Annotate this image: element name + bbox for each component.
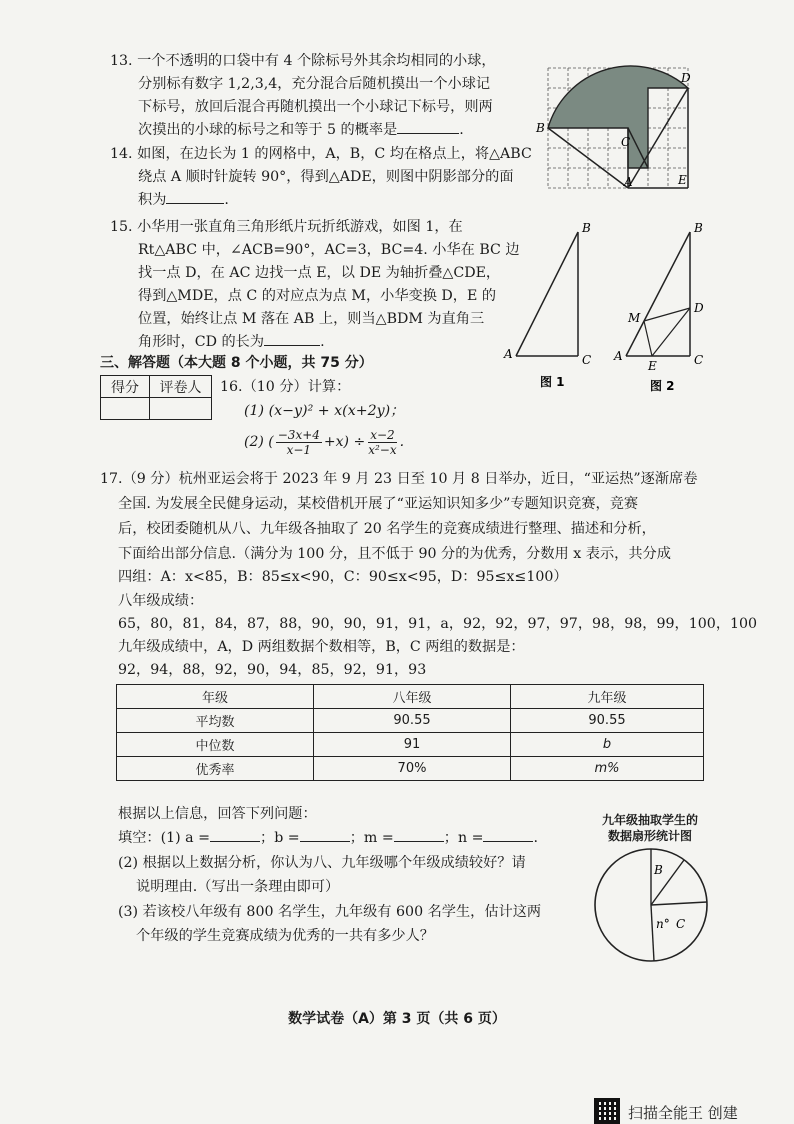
q14-line3-text: 积为	[138, 192, 167, 208]
pie-title	[586, 812, 714, 844]
fill-m-label: ；m =	[349, 830, 394, 846]
fig2-caption: 图 2	[650, 379, 675, 393]
q16-heading: 16.（10 分）计算：	[220, 379, 351, 395]
fill-n-blank[interactable]	[483, 827, 533, 842]
fill-end: .	[533, 830, 538, 846]
fig1-triangle	[516, 232, 578, 356]
stats-median-grade8: 91	[314, 733, 511, 757]
q16-part2-open: (2) (	[244, 434, 274, 450]
fig1-caption: 图 1	[540, 375, 565, 389]
pie-divider-c	[651, 902, 707, 905]
fill-b-label: ；b =	[260, 830, 300, 846]
scanner-watermark: 扫描全能王 创建	[628, 1104, 738, 1122]
q17-part3-line1: (3) 若该校八年级有 800 名学生，九年级有 600 名学生，估计这两	[118, 904, 542, 920]
q15-figure-1	[500, 218, 600, 398]
stats-mean-label: 平均数	[117, 709, 314, 733]
q13-line4: 次摸出的小球的标号之和等于 5 的概率是 .	[138, 119, 464, 141]
pie-label-c: C	[676, 917, 686, 931]
fill-a-label: 填空：(1) a =	[118, 830, 211, 846]
q17-answer-lead: 根据以上信息，回答下列问题：	[118, 806, 317, 822]
pie-divider-bottom	[651, 905, 654, 961]
grader-score-cell[interactable]	[101, 398, 150, 420]
q16-fraction-2	[368, 428, 396, 457]
q13-line1: 13. 一个不透明的口袋中有 4 个除标号外其余均相同的小球，	[110, 53, 496, 69]
fig2-point-a-label: A	[614, 349, 623, 363]
fig2-fold-lines	[644, 308, 690, 356]
grader-score-header: 得分	[101, 376, 150, 398]
q17-line5: 四组：A：x<85，B：85≤x<90，C：90≤x<95，D：95≤x≤100）	[118, 569, 568, 585]
pie-chart	[592, 846, 710, 964]
pie-label-b: B	[654, 863, 663, 877]
stats-median-grade9: b	[511, 733, 704, 757]
fig1-point-a-label: A	[504, 347, 513, 361]
fig2-point-e-label: E	[648, 359, 657, 373]
point-d-label: D	[681, 71, 691, 85]
q16-fraction-2-numerator: x−2	[370, 427, 395, 442]
q15-line2: Rt△ABC 中，∠ACB=90°，AC=3，BC=4. 小华在 BC 边	[138, 242, 520, 258]
q15-line1: 15. 小华用一张直角三角形纸片玩折纸游戏，如图 1，在	[110, 219, 463, 235]
q17-line2: 全国. 为发展全民健身运动，某校借机开展了“亚运知识知多少”专题知识竞赛，竞赛	[118, 496, 639, 512]
fill-n-label: ；n =	[443, 830, 484, 846]
shaded-region	[548, 66, 688, 168]
grade9-description: 九年级成绩中，A，D 两组数据个数相等，B，C 两组的数据是：	[118, 639, 525, 655]
stats-header-grade8: 八年级	[314, 685, 511, 709]
q15-line6-text: 角形时，CD 的长为	[138, 334, 265, 350]
fig2-point-b-label: B	[694, 221, 703, 235]
section-3-title: 三、解答题（本大题 8 个小题，共 75 分）	[100, 355, 373, 371]
point-c-label: C	[621, 135, 631, 149]
grader-table	[100, 375, 212, 420]
q15-figure-2	[608, 218, 718, 398]
q16-fraction-1-numerator: −3x+4	[277, 427, 320, 442]
point-e-label: E	[678, 173, 687, 187]
q16-fraction-2-denominator: x²−x	[368, 442, 397, 457]
fig2-point-d-label: D	[694, 301, 704, 315]
page-footer: 数学试卷（A）第 3 页（共 6 页）	[288, 1011, 506, 1027]
q13-line4-text: 次摸出的小球的标号之和等于 5 的概率是	[138, 122, 398, 138]
stats-mean-grade9: 90.55	[511, 709, 704, 733]
stats-median-label: 中位数	[117, 733, 314, 757]
q16-fraction-1-denominator: x−1	[286, 442, 312, 457]
stats-table-header-row	[117, 685, 704, 709]
q16-part2-mid: +x) ÷	[323, 434, 366, 450]
fig2-triangle	[626, 232, 690, 356]
q15-line3: 找一点 D，在 AC 边找一点 E，以 DE 为轴折叠△CDE，	[138, 265, 501, 281]
q17-part3-line2: 个年级的学生竞赛成绩为优秀的一共有多少人？	[136, 928, 434, 944]
q15-line5: 位置，始终让点 M 落在 AB 上，则当△BDM 为直角三	[138, 311, 485, 327]
fill-b-blank[interactable]	[300, 827, 350, 842]
q14-line2: 绕点 A 顺时针旋转 90°，得到△ADE，则图中阴影部分的面	[138, 169, 514, 185]
grade8-scores: 65，80，81，84，87，88，90，90，91，91，a，92，92，97，97，98，98，99，100，100	[118, 616, 758, 632]
q14-line3: 积为 .	[138, 189, 229, 211]
stats-mean-grade8: 90.55	[314, 709, 511, 733]
q13-line3: 下标号，放回后混合再随机摸出一个小球记下标号，则两	[138, 99, 493, 115]
grader-reviewer-cell[interactable]	[150, 398, 212, 420]
grader-reviewer-header: 评卷人	[150, 376, 212, 398]
q16-fraction-1	[276, 428, 322, 457]
q17-line3: 后，校团委随机从八、九年级各抽取了 20 名学生的竞赛成绩进行整理、描述和分析，	[118, 521, 656, 537]
q17-fill-line	[118, 827, 538, 849]
stats-row-median	[117, 733, 704, 757]
stats-header-grade: 年级	[117, 685, 314, 709]
q14-line1: 14. 如图，在边长为 1 的网格中，A，B，C 均在格点上，将△ABC	[110, 146, 532, 162]
stats-excellent-grade8: 70%	[314, 757, 511, 781]
grade9-scores: 92，94，88，92，90，94，85，92，91，93	[118, 662, 427, 678]
fill-a-blank[interactable]	[210, 827, 260, 842]
fig1-point-b-label: B	[582, 221, 591, 235]
q16-part2	[244, 422, 404, 462]
q14-grid-figure	[534, 60, 710, 196]
q15-answer-blank[interactable]	[264, 331, 320, 346]
grade8-label: 八年级成绩：	[118, 593, 204, 609]
q13-answer-blank[interactable]	[397, 119, 459, 134]
stats-header-grade9: 九年级	[511, 685, 704, 709]
q17-line4: 下面给出部分信息.（满分为 100 分，且不低于 90 分的为优秀，分数用 x 表示，共分成	[118, 546, 671, 562]
q15-line6: 角形时，CD 的长为 .	[138, 331, 325, 353]
stats-table	[116, 684, 704, 781]
pie-title-line2: 数据扇形统计图	[607, 829, 692, 843]
q17-part2-line1: (2) 根据以上数据分析，你认为八、九年级哪个年级成绩较好？请	[118, 855, 526, 871]
fig1-point-c-label: C	[582, 353, 592, 367]
stats-excellent-grade9: m%	[511, 757, 704, 781]
q16-part2-end: .	[399, 434, 405, 450]
point-a-label: A	[624, 175, 633, 189]
stats-row-excellent-rate	[117, 757, 704, 781]
fig2-point-c-label: C	[694, 353, 704, 367]
fill-m-blank[interactable]	[394, 827, 444, 842]
pie-label-n: n°	[656, 917, 670, 931]
q15-line4: 得到△MDE，点 C 的对应点为点 M，小华变换 D，E 的	[138, 288, 497, 304]
stats-excellent-label: 优秀率	[117, 757, 314, 781]
stats-row-mean	[117, 709, 704, 733]
q13-line2: 分别标有数字 1,2,3,4，充分混合后随机摸出一个小球记	[138, 76, 491, 92]
fig2-point-m-label: M	[628, 311, 641, 325]
q16-part1: (1) (x−y)² + x(x+2y)；	[244, 403, 405, 419]
q17-part2-line2: 说明理由.（写出一条理由即可）	[136, 879, 340, 895]
q14-answer-blank[interactable]	[166, 189, 224, 204]
pie-title-line1: 九年级抽取学生的	[601, 813, 698, 827]
qr-code-icon	[594, 1098, 620, 1124]
point-b-label: B	[536, 121, 545, 135]
q17-line1: 17.（9 分）杭州亚运会将于 2023 年 9 月 23 日至 10 月 8 日举办，近日，“亚运热”逐渐席卷	[100, 471, 698, 487]
